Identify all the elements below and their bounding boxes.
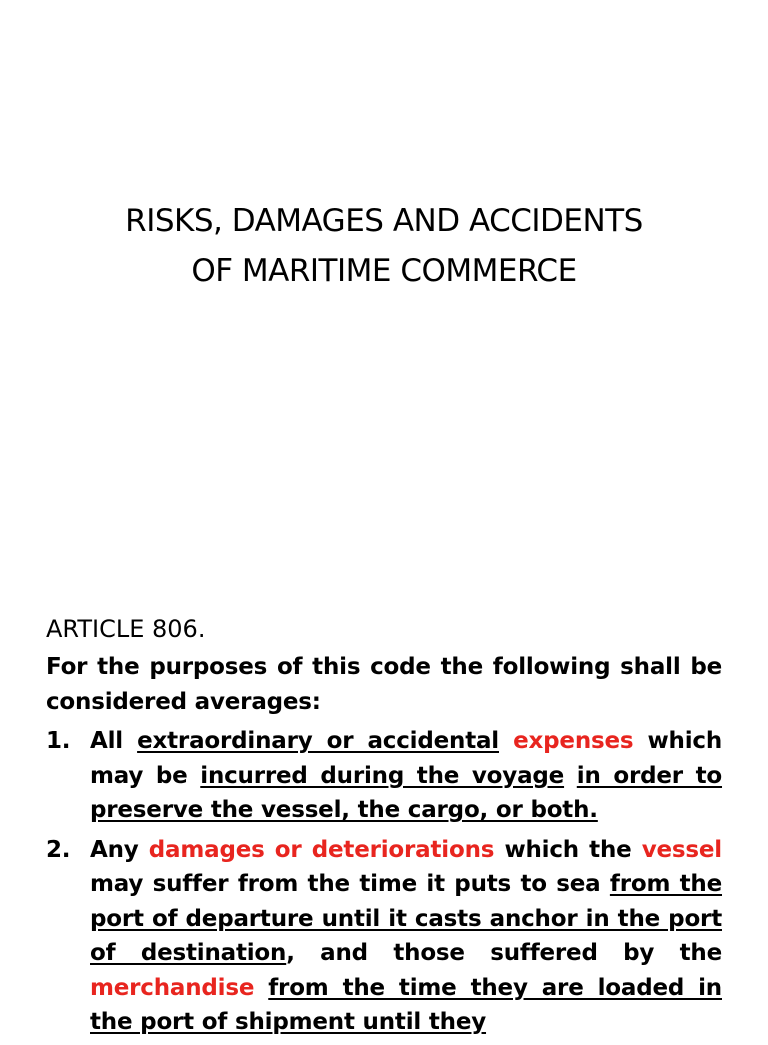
highlighted-term: damages or deteriorations: [148, 836, 495, 863]
highlighted-term: vessel: [641, 836, 722, 863]
list-item: [46, 724, 722, 828]
article-heading: ARTICLE 806.: [46, 615, 206, 643]
title-line-2: OF MARITIME COMMERCE: [191, 253, 577, 289]
text-run: [254, 975, 268, 1001]
slide-title: [40, 196, 728, 296]
underlined-phrase: from the time they are loaded in the port of shipment until they: [90, 974, 722, 1035]
text-run: [499, 728, 513, 754]
text-run: [564, 763, 577, 789]
text-run: which may be: [90, 728, 723, 789]
underlined-phrase: extraordinary or accidental: [137, 728, 499, 754]
title-line-1: RISKS, DAMAGES AND ACCIDENTS: [125, 203, 643, 239]
article-intro: For the purposes of this code the following shall be considered averages:: [46, 654, 722, 715]
text-run: may suffer from the time it puts to sea: [90, 871, 610, 897]
text-run: All: [90, 728, 138, 754]
item-number: 1.: [46, 728, 71, 754]
text-run: Any: [90, 836, 149, 863]
text-run: , and those suffered by the: [286, 940, 722, 966]
underlined-phrase: from the port of departure until it casts anchor in the port of destination: [90, 871, 722, 966]
text-run: which the: [494, 836, 642, 863]
underlined-phrase: incurred during the voyage: [200, 762, 565, 789]
highlighted-term: expenses: [513, 728, 634, 754]
list-item: [46, 833, 722, 1040]
underlined-phrase: in order to preserve the vessel, the cargo, or both.: [90, 762, 723, 823]
highlighted-term: merchandise: [90, 974, 255, 1001]
item-number: 2.: [46, 836, 71, 863]
article-content: [46, 611, 722, 1045]
